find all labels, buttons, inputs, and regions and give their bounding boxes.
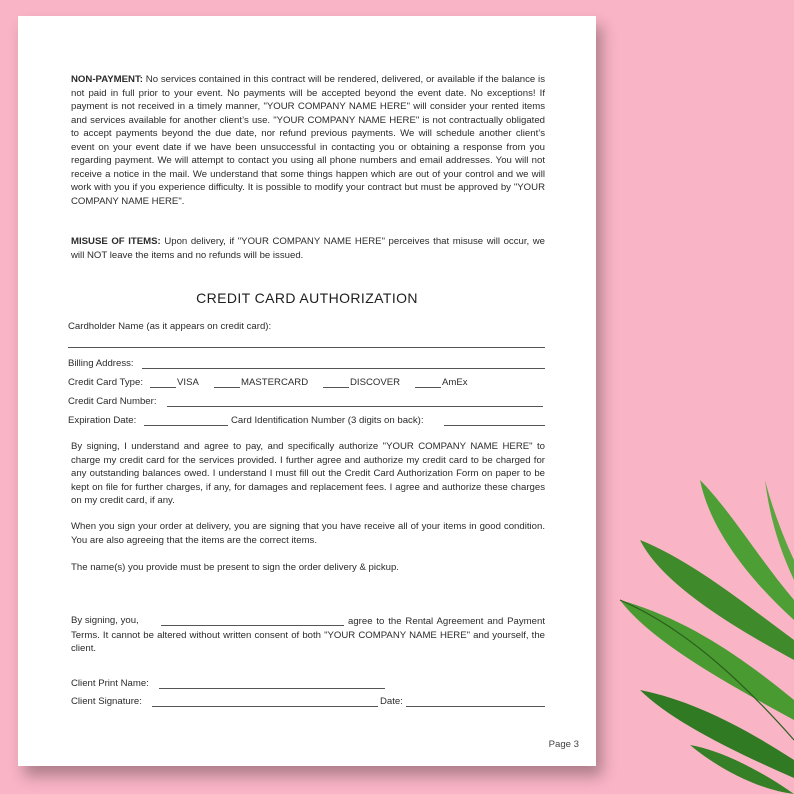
misuse-label: MISUSE OF ITEMS: bbox=[71, 236, 161, 247]
mastercard-checkbox-line[interactable] bbox=[214, 387, 240, 388]
client-print-name-label: Client Print Name: bbox=[71, 678, 149, 689]
cid-field[interactable] bbox=[444, 425, 545, 426]
misuse-paragraph bbox=[71, 235, 545, 262]
agreement-paragraph: agree to the Rental Agreement and Payment Terms. It cannot be altered without written consent of both "YOUR COMPANY NAME HERE" and yourself, the client. bbox=[71, 616, 545, 654]
card-type-label: Credit Card Type: bbox=[68, 377, 144, 388]
non-payment-text: No services contained in this contract will be rendered, delivered, or available if the balance is not paid in full prior to your event. No payments will be accepted beyond the event date. No exceptions! If payment is not received in a timely manner, "YOUR COMPANY NAME HERE" will consider your rented items and services available for another client’s use. "YOUR COMPANY NAME HERE" is not contractually obligated to accept payments beyond the due date, nor refund previous payments. We will schedule another client’s event on your event date if we have been unsuccessful in contacting you or obtaining a response from you regarding payment. We will attempt to contact you using all phone numbers and email addresses. You will not receive a notice in the mail. We understand that some things happen which are out of your control and we will work with you if you experience difficulty. It is possible to modify your contract but must be approved by "YOUR COMPANY NAME HERE". bbox=[71, 74, 545, 207]
card-type-amex: AmEx bbox=[442, 377, 468, 388]
discover-checkbox-line[interactable] bbox=[323, 387, 349, 388]
client-print-name-field[interactable] bbox=[159, 688, 385, 689]
date-field[interactable] bbox=[406, 706, 545, 707]
cardholder-label: Cardholder Name (as it appears on credit card): bbox=[68, 321, 272, 332]
expiration-field[interactable] bbox=[144, 425, 228, 426]
misuse-text: Upon delivery, if "YOUR COMPANY NAME HERE" perceives that misuse will occur, we will NOT leave the items and no refunds will be issued. bbox=[71, 236, 545, 261]
non-payment-paragraph bbox=[71, 73, 545, 208]
card-type-discover: DISCOVER bbox=[350, 377, 401, 388]
billing-label: Billing Address: bbox=[68, 358, 134, 369]
agreement-prefix: By signing, you, bbox=[71, 615, 139, 626]
names-paragraph: The name(s) you provide must be present to sign the order delivery & pickup. bbox=[71, 562, 399, 573]
card-type-mastercard: MASTERCARD bbox=[241, 377, 309, 388]
delivery-paragraph: When you sign your order at delivery, you are signing that you have receive all of your items in good condition. You are also agreeing that the items are the correct items. bbox=[71, 521, 545, 546]
visa-checkbox-line[interactable] bbox=[150, 387, 176, 388]
non-payment-label: NON-PAYMENT: bbox=[71, 74, 143, 85]
client-signature-field[interactable] bbox=[152, 706, 378, 707]
section-title: CREDIT CARD AUTHORIZATION bbox=[196, 290, 418, 306]
card-number-field[interactable] bbox=[167, 406, 543, 407]
date-label: Date: bbox=[380, 696, 403, 707]
cid-label: Card Identification Number (3 digits on back): bbox=[231, 415, 424, 426]
card-type-visa: VISA bbox=[177, 377, 199, 388]
client-signature-label: Client Signature: bbox=[71, 696, 142, 707]
page-number: Page 3 bbox=[548, 739, 579, 750]
document-page bbox=[18, 16, 596, 766]
card-number-label: Credit Card Number: bbox=[68, 396, 157, 407]
authorization-paragraph: By signing, I understand and agree to pay, and specifically authorize "YOUR COMPANY NAME HERE" to charge my credit card for the services provided. I further agree and authorize my credit card to be charged for any outstanding balances owed. I understand I must fill out the Credit Card Authorization Form on paper to be kept on file for further charges, if any, for damages and replacement fees. I agree and authorize these charges on my credit card, if any. bbox=[71, 441, 545, 506]
expiration-label: Expiration Date: bbox=[68, 415, 137, 426]
billing-address-field[interactable] bbox=[142, 368, 545, 369]
cardholder-field[interactable] bbox=[68, 347, 545, 348]
amex-checkbox-line[interactable] bbox=[415, 387, 441, 388]
